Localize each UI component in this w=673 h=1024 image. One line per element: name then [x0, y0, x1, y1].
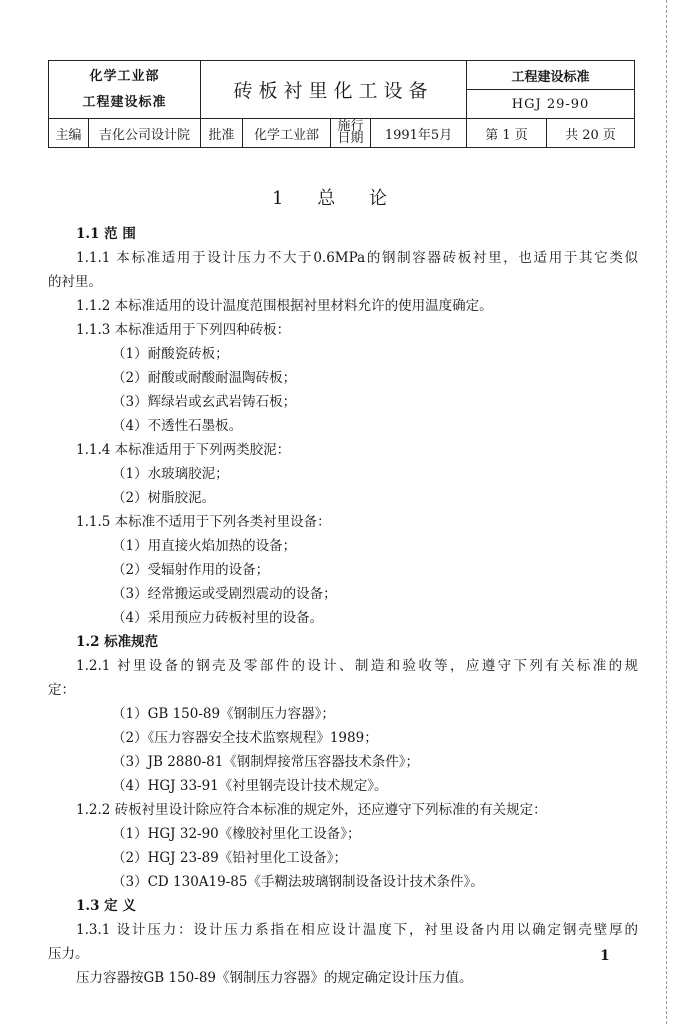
body-line: 1.3 定 义	[76, 898, 136, 914]
body-line: （2）耐酸或耐酸耐温陶砖板；	[112, 370, 297, 386]
effective-label-2: 日期	[337, 131, 364, 146]
body-line: 1.1.4 本标准适用于下列两类胶泥：	[76, 442, 291, 458]
body-line: （2）HGJ 23-89《铅衬里化工设备》；	[112, 850, 348, 866]
body-line: 1.1.1 本标准适用于设计压力不大于0.6MPa的钢制容器砖板衬里，也适用于其它类似	[76, 250, 638, 266]
header-chief-value: 吉化公司设计院	[89, 119, 201, 148]
page-edge-line	[666, 0, 667, 1024]
body-line: （4）HGJ 33-91《衬里钢壳设计技术规定》。	[112, 778, 388, 794]
header-org-cell	[49, 61, 201, 119]
body-line: （4）采用预应力砖板衬里的设备。	[112, 610, 324, 626]
effective-label-1: 施行	[337, 119, 364, 134]
body-line: （1）GB 150-89《钢制压力容器》；	[112, 706, 335, 722]
header-approve-label: 批准	[201, 119, 243, 148]
header-title: 砖板衬里化工设备	[201, 61, 467, 119]
body-line: （2）受辐射作用的设备；	[112, 562, 270, 578]
body-line: 1.2.1 衬里设备的钢壳及零部件的设计、制造和验收等，应遵守下列有关标准的规	[76, 658, 638, 674]
body-line: （3）辉绿岩或玄武岩铸石板；	[112, 394, 297, 410]
body-line: （2）树脂胶泥。	[112, 490, 216, 506]
body-line: （1）耐酸瓷砖板；	[112, 346, 229, 362]
body-line: 定：	[48, 682, 75, 698]
body-line: （1）水玻璃胶泥；	[112, 466, 229, 482]
header-effective-value: 1991年5月	[371, 119, 467, 148]
header-total-pages: 共 20 页	[547, 119, 635, 148]
body-line: 1.1.3 本标准适用于下列四种砖板：	[76, 322, 291, 338]
body-line: （1）HGJ 32-90《橡胶衬里化工设备》；	[112, 826, 361, 842]
body-line: （2）《压力容器安全技术监察规程》1989；	[112, 730, 378, 746]
header-std-no: HGJ 29-90	[467, 90, 635, 119]
header-effective-label	[331, 119, 371, 148]
header-page: 第 1 页	[467, 119, 547, 148]
body-line: 1.3.1 设计压力：设计压力系指在相应设计温度下，衬里设备内用以确定钢壳壁厚的	[76, 922, 638, 938]
body-line: 1.1 范 围	[76, 226, 136, 242]
header-std-type: 工程建设标准	[467, 61, 635, 90]
body-line: （3）JB 2880-81《钢制焊接常压容器技术条件》；	[112, 754, 420, 770]
body-line: （3）经常搬运或受剧烈震动的设备；	[112, 586, 337, 602]
chapter-title: 1 总 论	[272, 188, 401, 209]
page-number: 1	[600, 948, 610, 964]
body-line: 的衬里。	[48, 274, 102, 290]
header-org: 化学工业部	[89, 68, 160, 84]
body-line: 压力。	[48, 946, 89, 962]
standard-header-table	[48, 60, 635, 148]
body-line: （1）用直接火焰加热的设备；	[112, 538, 297, 554]
body-line: 1.1.2 本标准适用的设计温度范围根据衬里材料允许的使用温度确定。	[76, 298, 493, 314]
body-line: 1.1.5 本标准不适用于下列各类衬里设备：	[76, 514, 331, 530]
body-line: 压力容器按GB 150-89《钢制压力容器》的规定确定设计压力值。	[76, 970, 473, 986]
header-org-std: 工程建设标准	[82, 94, 167, 110]
document-body	[48, 222, 638, 990]
body-line: 1.2 标准规范	[76, 634, 159, 650]
body-line: 1.2.2 砖板衬里设计除应符合本标准的规定外，还应遵守下列标准的有关规定：	[76, 802, 547, 818]
body-line: （3）CD 130A19-85《手糊法玻璃钢制设备设计技术条件》。	[112, 874, 484, 890]
body-line: （4）不透性石墨板。	[112, 418, 243, 434]
header-approve-value: 化学工业部	[243, 119, 331, 148]
header-chief-label: 主编	[49, 119, 89, 148]
